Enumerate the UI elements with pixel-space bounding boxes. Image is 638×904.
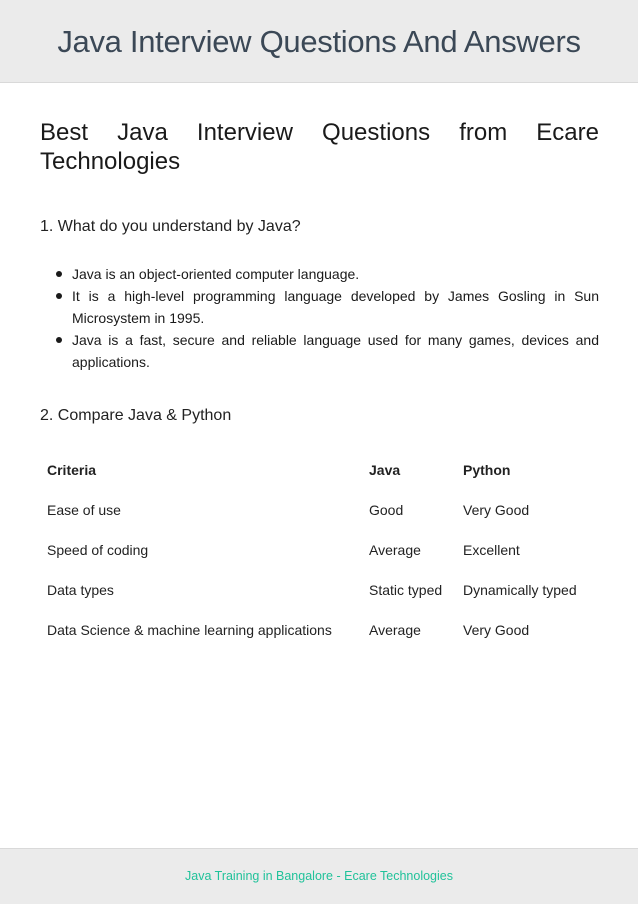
table-cell: Data Science & machine learning applications [47, 622, 332, 638]
table-cell: Average [369, 622, 421, 638]
question-1-title: 1. What do you understand by Java? [40, 218, 301, 235]
page-title: Java Interview Questions And Answers [57, 24, 581, 59]
table-row [40, 530, 599, 570]
page-header [0, 0, 638, 83]
main-content [40, 118, 599, 176]
table-cell: Dynamically typed [463, 582, 577, 598]
bullet-item: It is a high-level programming language developed by James Gosling in Sun Microsystem in 1995. [40, 285, 599, 329]
comparison-table [40, 450, 599, 650]
section-heading: Best Java Interview Questions from Ecare Technologies [40, 119, 599, 175]
table-cell: Excellent [463, 542, 520, 558]
table-cell: Very Good [463, 622, 530, 638]
table-cell: Good [369, 502, 404, 518]
table-cell: Static typed [369, 582, 443, 598]
header-python: Python [463, 462, 511, 478]
table-cell: Very Good [463, 502, 530, 518]
page-footer [0, 848, 638, 904]
footer-text: Java Training in Bangalore - Ecare Technologies [185, 869, 453, 883]
table-cell: Speed of coding [47, 542, 149, 558]
table-cell: Ease of use [47, 502, 121, 518]
table-row [40, 570, 599, 610]
table-header-row [40, 450, 599, 490]
table-cell: Average [369, 542, 421, 558]
question-1-bullet-list [40, 263, 599, 373]
table-row [40, 490, 599, 530]
bullet-item: Java is an object-oriented computer language. [40, 263, 599, 285]
header-criteria: Criteria [47, 462, 97, 478]
bullet-item: Java is a fast, secure and reliable language used for many games, devices and applications. [40, 329, 599, 373]
table-cell: Data types [47, 582, 114, 598]
table-row [40, 610, 599, 650]
question-2-title: 2. Compare Java & Python [40, 407, 232, 424]
header-java: Java [369, 462, 401, 478]
